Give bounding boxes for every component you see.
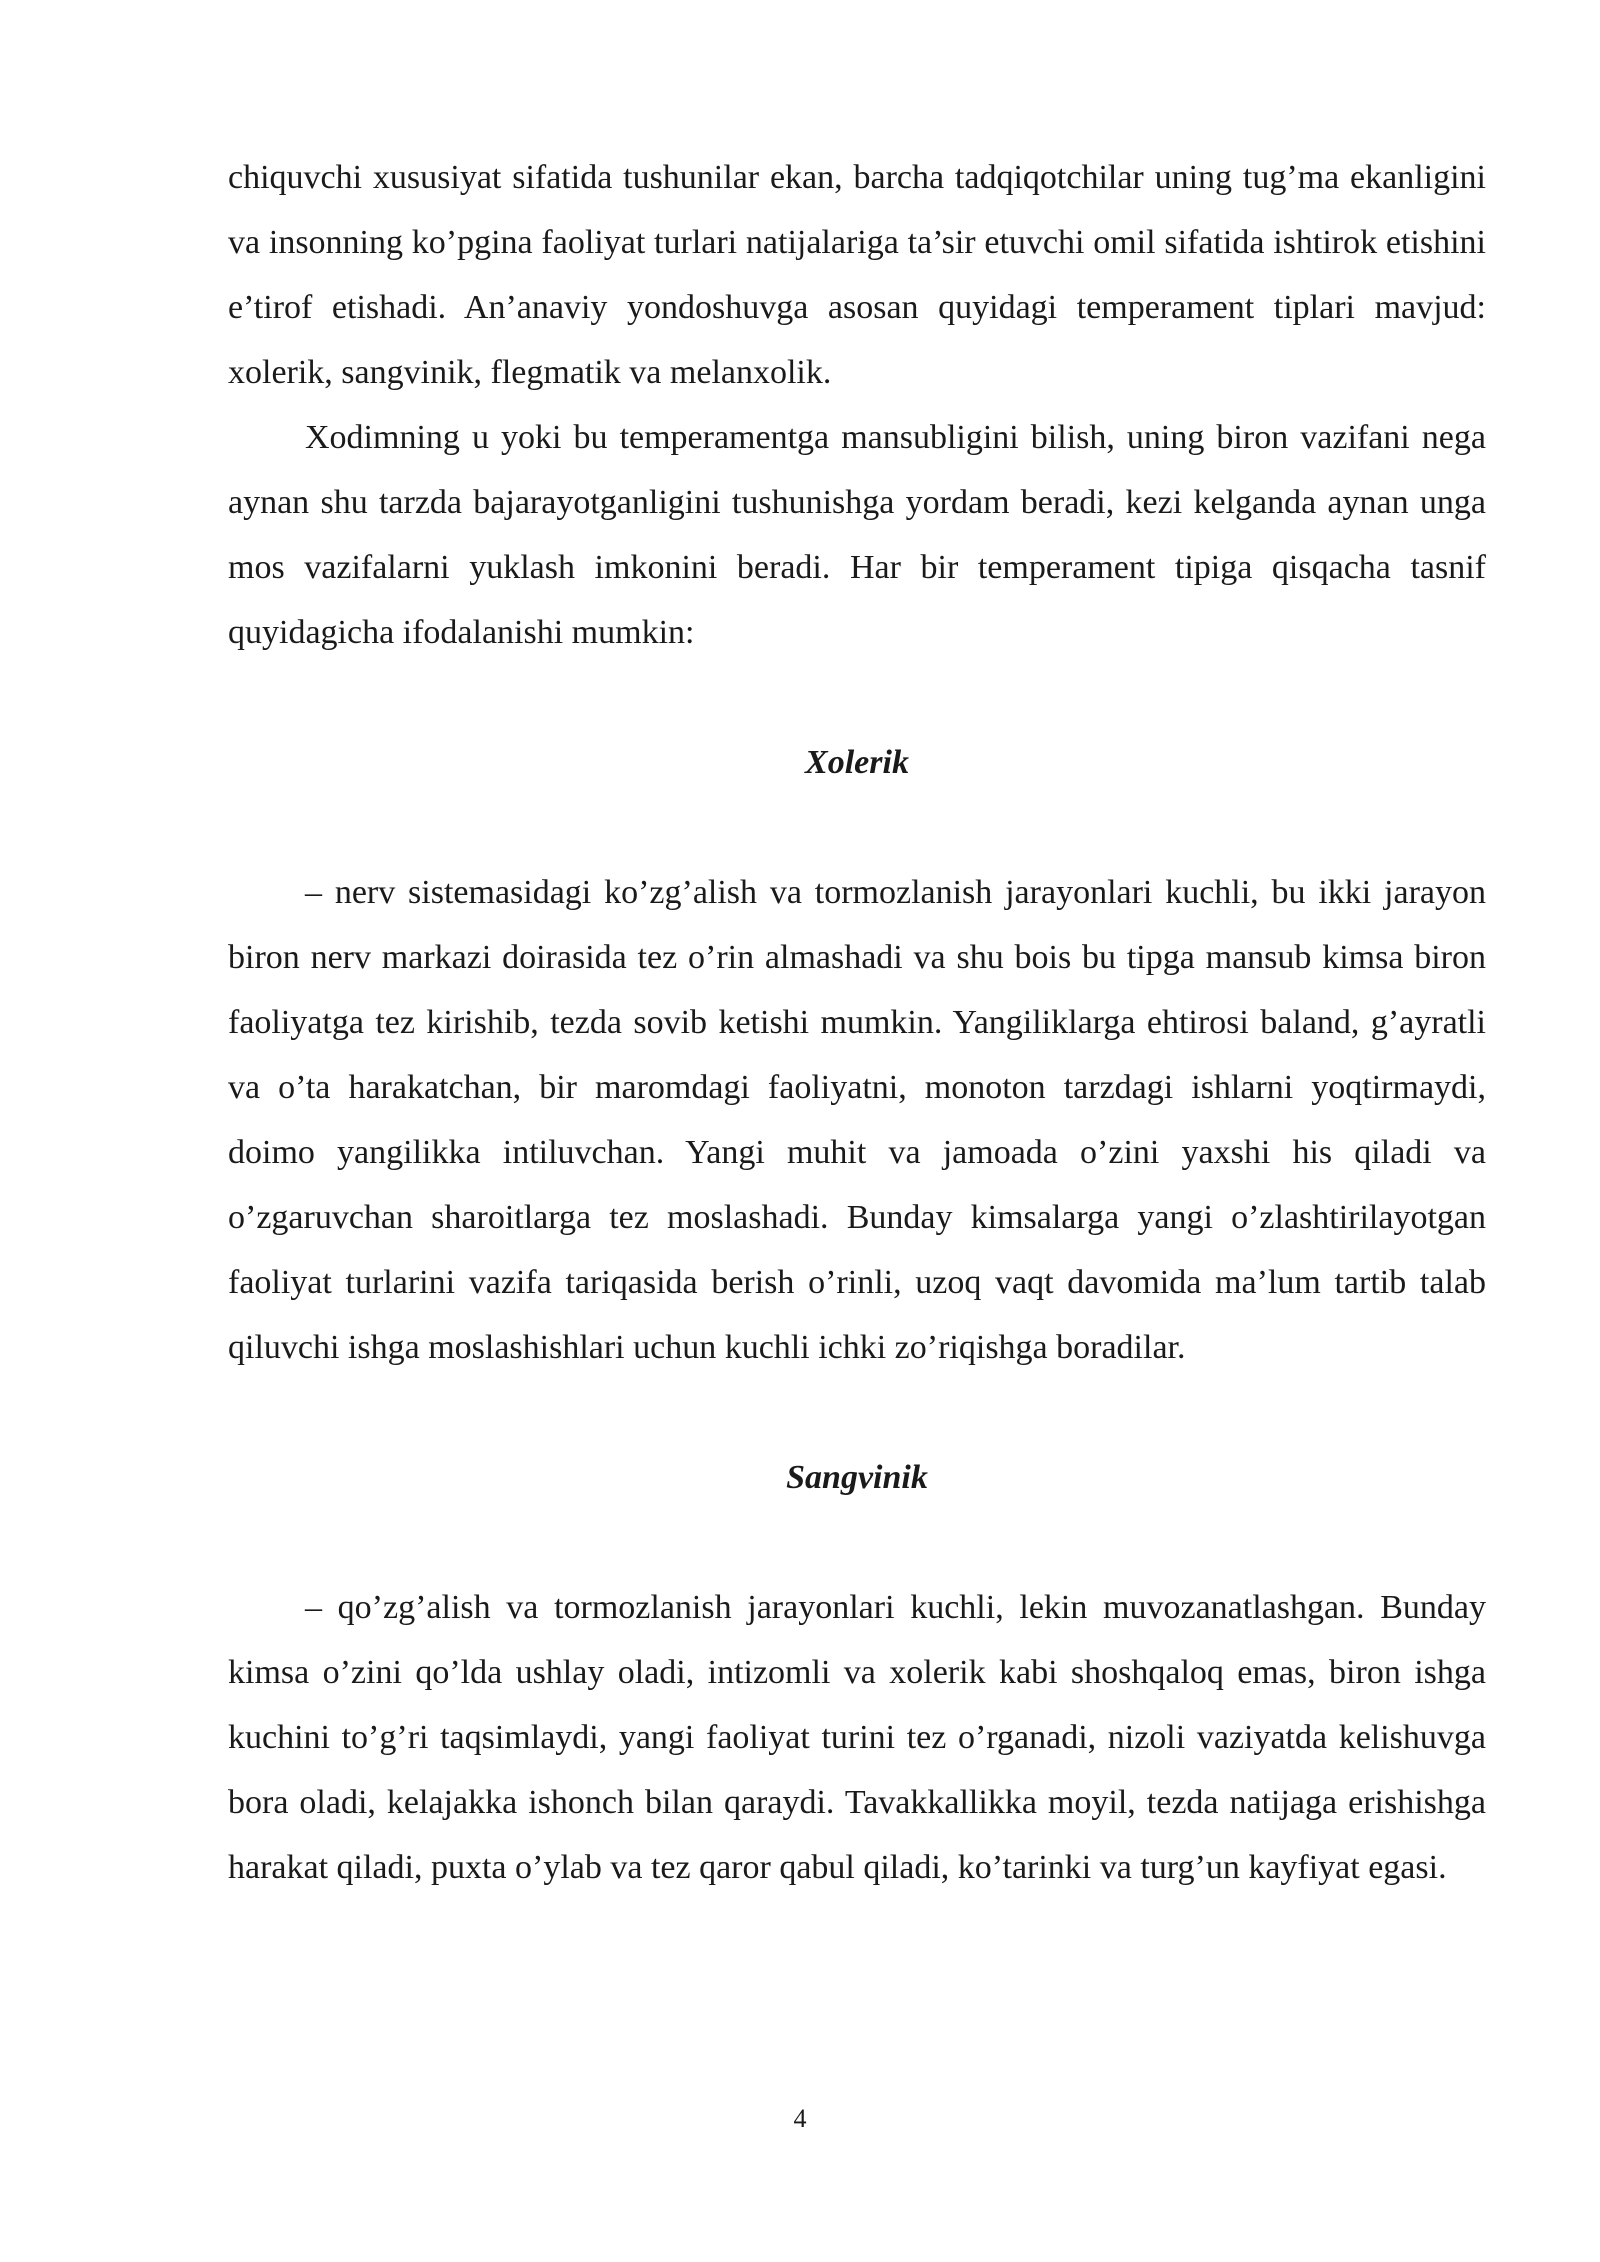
spacer	[228, 1380, 1486, 1445]
body-paragraph: – nerv sistemasidagi ko’zg’alish va tormozlanish jarayonlari kuchli, bu ikki jarayon biron nerv markazi doirasida tez o’rin almashadi va shu bois bu tipga mansub kimsa biron faoliyatga tez kirishib, tezda sovib ketishi mumkin. Yangiliklarga ehtirosi baland, g’ayratli va o’ta harakatchan, bir maromdagi faoliyatni, monoton tarzdagi ishlarni yoqtirmaydi, doimo yangilikka intiluvchan. Yangi muhit va jamoada o’zini yaxshi his qiladi va o’zgaruvchan sharoitlarga tez moslashadi. Bunday kimsalarga yangi o’zlashtirilayotgan faoliyat turlarini vazifa tariqasida berish o’rinli, uzoq vaqt davomida ma’lum tartib talab qiluvchi ishga moslashishlari uchun kuchli ichki zo’riqishga boradilar.	[228, 874, 1486, 1366]
body-paragraph: – qo’zg’alish va tormozlanish jarayonlari kuchli, lekin muvozanatlashgan. Bunday kimsa o’zini qo’lda ushlay oladi, intizomli va xolerik kabi shoshqaloq emas, biron ishga kuchini to’g’ri taqsimlaydi, yangi faoliyat turini tez o’rganadi, nizoli vaziyatda kelishuvga bora oladi, kelajakka ishonch bilan qaraydi. Tavakkallikka moyil, tezda natijaga erishishga harakat qiladi, puxta o’ylab va tez qaror qabul qiladi, ko’tarinki va turg’un kayfiyat egasi.	[228, 1589, 1486, 1886]
document-body	[228, 145, 1486, 1900]
body-paragraph: Xodimning u yoki bu temperamentga mansubligini bilish, uning biron vazifani nega aynan shu tarzda bajarayotganligini tushunishga yordam beradi, kezi kelganda aynan unga mos vazifalarni yuklash imkonini beradi. Har bir temperament tipiga qisqacha tasnif quyidagicha ifodalanishi mumkin:	[228, 419, 1486, 651]
section-heading-xolerik: Xolerik	[805, 744, 909, 781]
spacer	[228, 1510, 1486, 1575]
spacer	[228, 665, 1486, 730]
spacer	[228, 795, 1486, 860]
section-heading-sangvinik: Sangvinik	[786, 1459, 928, 1496]
body-paragraph: chiquvchi xususiyat sifatida tushunilar ekan, barcha tadqiqotchilar uning tug’ma ekanligini va insonning ko’pgina faoliyat turlari natijalariga ta’sir etuvchi omil sifatida ishtirok etishini e’tirof etishadi. An’anaviy yondoshuvga asosan quyidagi temperament tiplari mavjud: xolerik, sangvinik, flegmatik va melanxolik.	[228, 159, 1486, 391]
page-number: 4	[793, 2104, 807, 2133]
